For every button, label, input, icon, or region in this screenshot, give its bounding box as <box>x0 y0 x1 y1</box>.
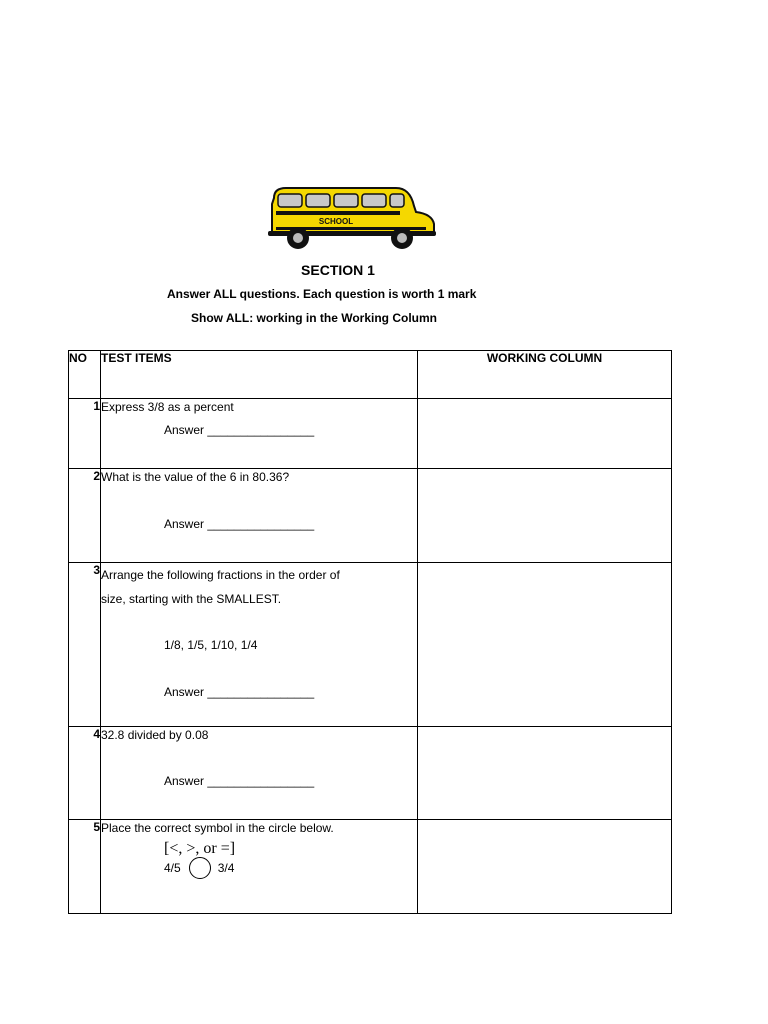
question-number: 2 <box>69 469 101 563</box>
question-number: 1 <box>69 399 101 469</box>
header-test-items: TEST ITEMS <box>101 351 418 399</box>
question-text: Place the correct symbol in the circle below. <box>101 821 334 835</box>
question-cell <box>101 820 418 914</box>
comparison <box>101 857 417 879</box>
test-table <box>68 350 672 914</box>
section-title: SECTION 1 <box>301 262 375 278</box>
header-working-column: WORKING COLUMN <box>418 351 672 399</box>
school-bus-illustration <box>268 184 438 250</box>
working-cell[interactable] <box>418 469 672 563</box>
bus-sign-text: SCHOOL <box>318 217 354 226</box>
table-header-row <box>69 351 672 399</box>
question-text: 32.8 divided by 0.08 <box>101 728 209 742</box>
question-cell <box>101 469 418 563</box>
working-cell[interactable] <box>418 820 672 914</box>
left-fraction: 4/5 <box>164 861 181 875</box>
question-cell <box>101 399 418 469</box>
instruction-show-working: Show ALL: working in the Working Column <box>191 311 437 325</box>
question-text-line-1: Arrange the following fractions in the order of <box>101 568 340 582</box>
table-row <box>69 727 672 820</box>
question-number: 3 <box>69 563 101 727</box>
header-no: NO <box>69 351 101 399</box>
question-number: 4 <box>69 727 101 820</box>
question-text-line-2: size, starting with the SMALLEST. <box>101 592 282 606</box>
working-cell[interactable] <box>418 399 672 469</box>
question-number: 5 <box>69 820 101 914</box>
table-row <box>69 820 672 914</box>
question-text: Express 3/8 as a percent <box>101 400 234 414</box>
answer-line: Answer ________________ <box>164 423 315 437</box>
question-text: What is the value of the 6 in 80.36? <box>101 470 290 484</box>
answer-line: Answer ________________ <box>164 774 315 788</box>
table-row <box>69 399 672 469</box>
table-row <box>69 469 672 563</box>
answer-line: Answer ________________ <box>164 685 315 699</box>
symbol-options: [<, >, or =] <box>164 840 236 857</box>
answer-line: Answer ________________ <box>164 517 315 531</box>
right-fraction: 3/4 <box>217 861 235 875</box>
fractions-list: 1/8, 1/5, 1/10, 1/4 <box>164 638 258 652</box>
instruction-answer-all: Answer ALL questions. Each question is worth 1 mark <box>167 287 477 301</box>
working-cell[interactable] <box>418 563 672 727</box>
question-cell <box>101 727 418 820</box>
question-cell <box>101 563 418 727</box>
working-cell[interactable] <box>418 727 672 820</box>
answer-circle[interactable] <box>189 857 211 879</box>
table-row <box>69 563 672 727</box>
